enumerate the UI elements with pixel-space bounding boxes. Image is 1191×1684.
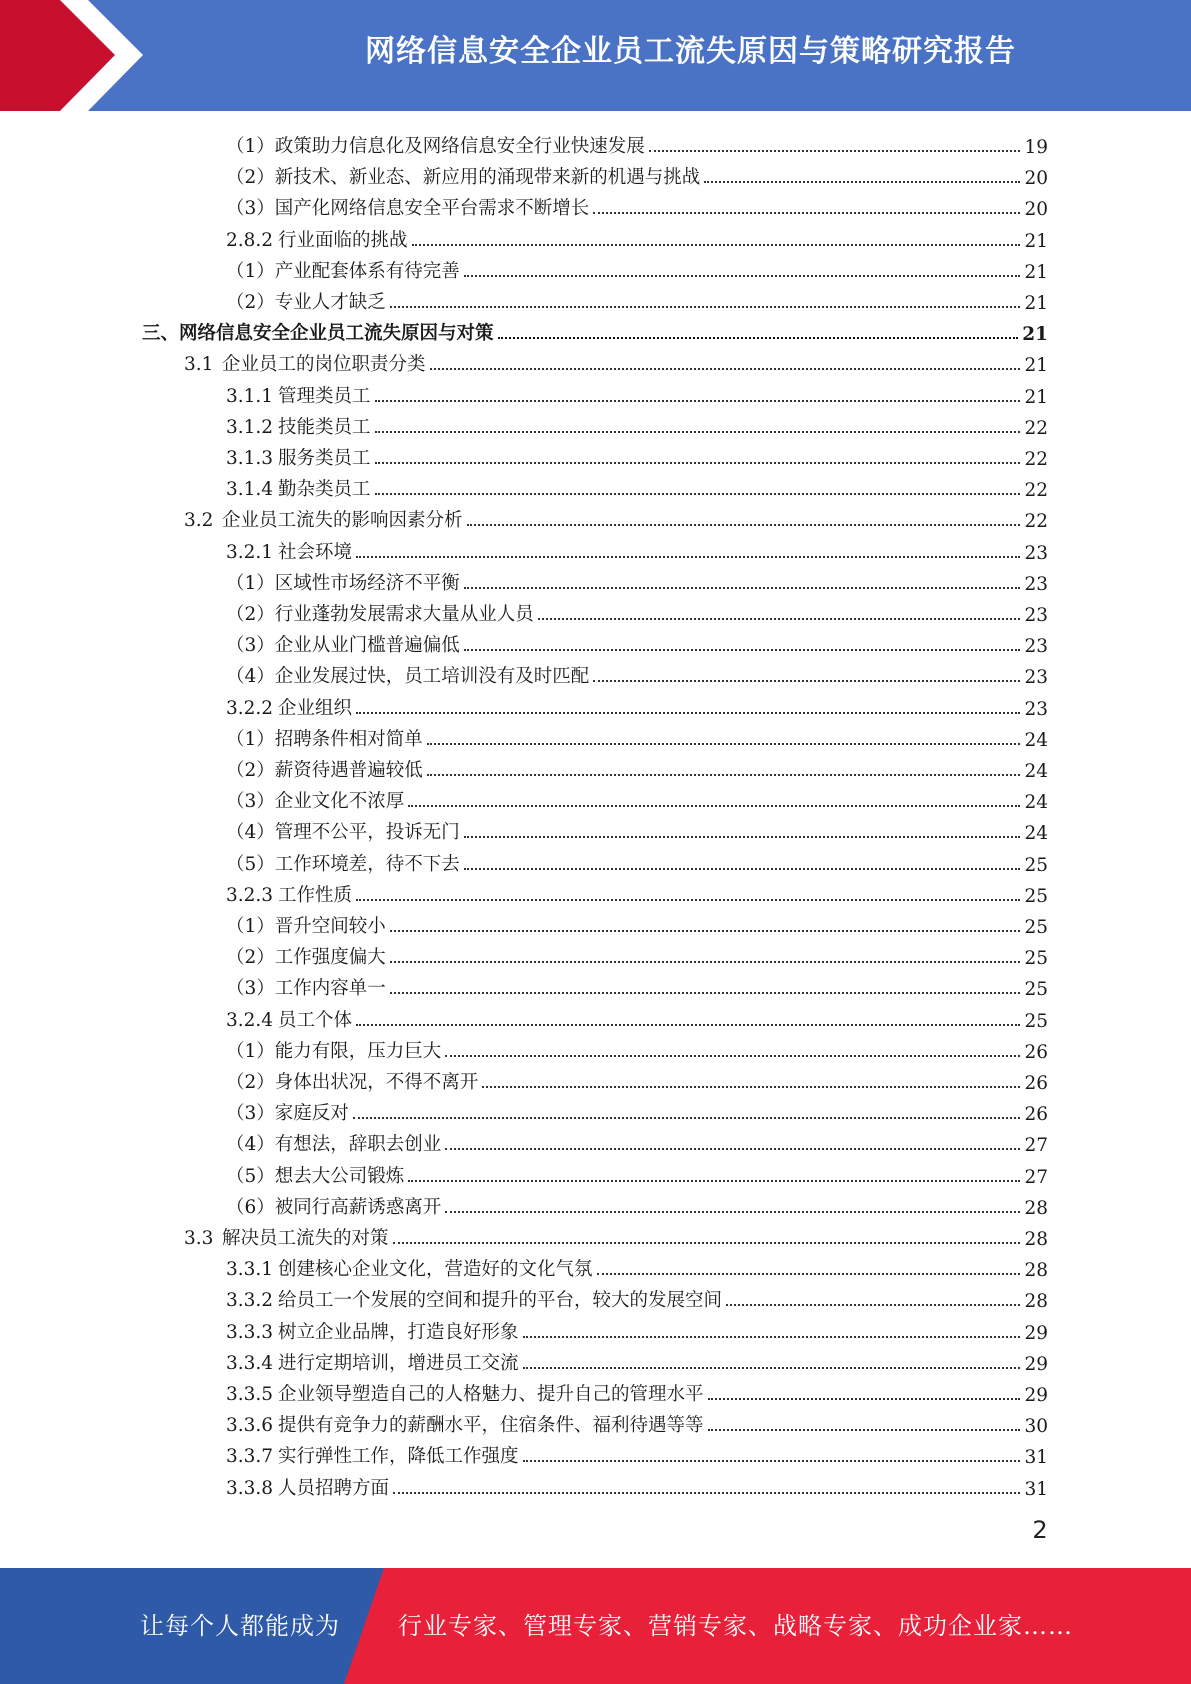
toc-entry-text: 行业面临的挑战 [278, 229, 408, 251]
toc-entry-page: 29 [1024, 1353, 1048, 1375]
toc-entry-page: 21 [1024, 386, 1048, 408]
toc-leader-dots [708, 1397, 1021, 1400]
toc-entry-label [226, 974, 388, 1000]
toc-entry-text: 解决员工流失的对策 [222, 1228, 389, 1249]
toc-entry-text: （2）身体出状况，不得不离开 [226, 1072, 479, 1093]
toc-entry-text: （2）工作强度偏大 [226, 947, 386, 969]
toc-entry[interactable] [0, 1188, 1191, 1219]
toc-entry-page: 23 [1024, 667, 1048, 689]
toc-leader-dots [356, 555, 1020, 558]
toc-leader-dots [597, 1272, 1021, 1275]
toc-leader-dots [445, 1210, 1020, 1213]
toc-entry-label [226, 538, 354, 564]
toc-entry-label [226, 1162, 406, 1188]
toc-entry-page: 25 [1024, 917, 1048, 938]
toc-entry[interactable] [0, 1125, 1191, 1156]
toc-leader-dots [427, 742, 1021, 745]
toc-entry-label [226, 163, 702, 189]
toc-entry-text: （2）专业人才缺乏 [226, 292, 386, 313]
toc-entry-page: 21 [1024, 355, 1048, 377]
toc-entry-page: 28 [1024, 1260, 1048, 1282]
toc-entry-label [226, 631, 462, 657]
toc-entry-page: 27 [1024, 1166, 1048, 1188]
toc-entry[interactable] [0, 907, 1191, 938]
toc-entry-text: 技能类员工 [278, 416, 371, 438]
toc-entry-number: 3.1.2 [226, 416, 274, 438]
toc-entry-number: 3.2.3 [226, 884, 274, 906]
toc-entry-page: 23 [1024, 605, 1048, 626]
toc-entry-label [184, 1224, 391, 1250]
toc-entry-page: 25 [1024, 885, 1048, 907]
toc-leader-dots [430, 367, 1021, 370]
toc-entry-text: （1）区域性市场经济不平衡 [226, 572, 460, 594]
toc-entry-label [226, 132, 647, 158]
toc-entry-label [226, 1442, 521, 1468]
toc-entry-number: 3.1.1 [226, 385, 274, 407]
toc-entry-page: 29 [1024, 1385, 1048, 1406]
toc-entry-page: 23 [1024, 542, 1048, 564]
toc-entry[interactable] [0, 938, 1191, 969]
toc-entry-number: 3.3.8 [226, 1477, 274, 1499]
toc-entry-label [226, 226, 410, 252]
toc-entry-label [226, 413, 373, 439]
toc-entry[interactable] [0, 751, 1191, 782]
toc-entry-page: 19 [1024, 137, 1048, 158]
toc-entry[interactable] [0, 501, 1191, 532]
toc-entry-number: 3.2 [184, 510, 214, 532]
toc-entry-number: 3.3 [184, 1228, 214, 1249]
toc-entry[interactable] [0, 1094, 1191, 1125]
toc-leader-dots [412, 243, 1021, 246]
toc-entry[interactable] [0, 345, 1191, 376]
toc-entry-text: 实行弹性工作，降低工作强度 [278, 1446, 519, 1468]
footer-slogan-left: 让每个人都能成为 [140, 1612, 340, 1640]
toc-entry-number: 3.1.3 [226, 448, 274, 469]
toc-entry-text: （6）被同行高薪诱惑离开 [226, 1196, 442, 1218]
toc-entry[interactable] [0, 533, 1191, 564]
toc-entry[interactable] [0, 252, 1191, 283]
toc-entry-page: 22 [1024, 417, 1048, 439]
toc-leader-dots [375, 430, 1021, 433]
toc-leader-dots [464, 835, 1021, 838]
toc-entry-label [226, 818, 462, 844]
toc-entry[interactable] [0, 408, 1191, 439]
toc-leader-dots [538, 617, 1021, 620]
page-header [0, 0, 1191, 111]
toc-entry-number: 3.3.4 [226, 1352, 274, 1374]
toc-entry-number: 3.3.5 [226, 1384, 274, 1405]
toc-entry-label [226, 1411, 706, 1437]
toc-entry-text: （2）新技术、新业态、新应用的涌现带来新的机遇与挑战 [226, 167, 701, 189]
toc-entry-label [226, 600, 536, 626]
toc-entry-text: （2）行业蓬勃发展需求大量从业人员 [226, 604, 534, 625]
toc-entry-page: 28 [1024, 1229, 1048, 1250]
toc-leader-dots [464, 648, 1021, 651]
page-footer [0, 1568, 1191, 1684]
toc-entry-label [226, 475, 373, 501]
toc-entry-text: 企业员工的岗位职责分类 [222, 354, 426, 376]
toc-entry-page: 26 [1024, 1073, 1048, 1094]
toc-entry[interactable] [0, 876, 1191, 907]
toc-entry-label [226, 912, 388, 938]
toc-entry-number: 3.3.2 [226, 1290, 274, 1312]
toc-entry-label [226, 662, 591, 688]
toc-entry-number: 3.3.7 [226, 1446, 274, 1468]
toc-leader-dots [390, 929, 1021, 932]
toc-entry-number: 3.3.3 [226, 1321, 274, 1343]
toc-leader-dots [704, 180, 1020, 183]
toc-entry[interactable] [0, 1032, 1191, 1063]
toc-entry-label [226, 787, 406, 813]
toc-entry[interactable] [0, 595, 1191, 626]
toc-entry-label [226, 569, 462, 595]
toc-leader-dots [375, 492, 1021, 495]
toc-entry-label [226, 1037, 443, 1063]
toc-entry-text: 勤杂类员工 [278, 479, 371, 501]
toc-entry-label [226, 288, 388, 314]
toc-entry-number: 2.8.2 [226, 229, 274, 251]
toc-entry-text: 服务类员工 [278, 448, 371, 469]
toc-entry[interactable] [0, 845, 1191, 876]
toc-entry[interactable] [0, 1437, 1191, 1468]
toc-entry-text: 工作性质 [278, 884, 353, 906]
toc-leader-dots [523, 1335, 1021, 1338]
toc-entry[interactable] [0, 127, 1191, 158]
toc-entry-label [226, 881, 354, 907]
toc-entry[interactable] [0, 439, 1191, 470]
toc-entry-label [226, 1318, 521, 1344]
toc-leader-dots [375, 461, 1021, 464]
toc-entry[interactable] [0, 158, 1191, 189]
toc-leader-dots [523, 1366, 1021, 1369]
document-title: 网络信息安全企业员工流失原因与策略研究报告 [365, 34, 1016, 69]
toc-leader-dots [593, 211, 1020, 214]
toc-leader-dots [467, 523, 1021, 526]
toc-entry-text: 进行定期培训，增进员工交流 [278, 1352, 519, 1374]
toc-entry[interactable] [0, 720, 1191, 751]
toc-entry-page: 20 [1024, 168, 1048, 190]
toc-entry-label [226, 1380, 706, 1406]
toc-entry-label [226, 725, 425, 751]
toc-entry-label [226, 1099, 351, 1125]
toc-entry-page: 21 [1024, 261, 1048, 283]
toc-leader-dots [393, 1491, 1020, 1494]
toc-entry-label [226, 694, 354, 720]
toc-entry[interactable] [0, 969, 1191, 1000]
toc-entry[interactable] [0, 782, 1191, 813]
toc-leader-dots [523, 1459, 1021, 1462]
toc-entry-text: （2）薪资待遇普遍较低 [226, 760, 423, 781]
toc-entry[interactable] [0, 689, 1191, 720]
toc-entry-page: 23 [1024, 573, 1048, 595]
toc-entry-page: 31 [1024, 1478, 1048, 1500]
toc-entry-page: 24 [1024, 792, 1048, 814]
toc-leader-dots [464, 274, 1021, 277]
toc-entry-text: 员工个体 [278, 1009, 353, 1031]
toc-entry-text: （3）企业文化不浓厚 [226, 791, 405, 813]
toc-entry[interactable] [0, 1313, 1191, 1344]
toc-leader-dots [353, 1116, 1021, 1119]
toc-entry-page: 23 [1024, 698, 1048, 720]
toc-entry-text: 提供有竞争力的薪酬水平，住宿条件、福利待遇等等 [278, 1415, 704, 1437]
toc-entry-page: 28 [1024, 1197, 1048, 1219]
toc-entry-text: （3）国产化网络信息安全平台需求不断增长 [226, 198, 590, 220]
toc-entry-text: （4）管理不公平，投诉无门 [226, 822, 460, 844]
toc-entry-number: 3.1 [184, 354, 214, 376]
toc-entry[interactable] [0, 377, 1191, 408]
toc-entry-page: 29 [1024, 1322, 1048, 1344]
toc-entry-page: 24 [1024, 823, 1048, 845]
toc-entry-label [226, 1349, 521, 1375]
toc-entry-label [226, 1286, 724, 1312]
toc-entry[interactable] [0, 1375, 1191, 1406]
toc-entry-page: 31 [1024, 1447, 1048, 1469]
toc-entry-label [184, 350, 428, 376]
toc-leader-dots [390, 305, 1021, 308]
toc-leader-dots [390, 991, 1021, 994]
toc-entry-label [226, 1130, 443, 1156]
toc-entry-page: 22 [1024, 449, 1048, 470]
toc-entry-label [226, 850, 462, 876]
toc-entry-page: 27 [1024, 1135, 1048, 1157]
toc-entry-label [226, 1193, 443, 1219]
toc-entry-page: 23 [1024, 636, 1048, 658]
toc-entry-text: 企业组织 [278, 697, 353, 719]
toc-entry-text: 给员工一个发展的空间和提升的平台，较大的发展空间 [278, 1290, 723, 1312]
toc-entry-text: 企业员工流失的影响因素分析 [222, 510, 463, 532]
toc-entry-label [226, 1068, 480, 1094]
toc-entry[interactable] [0, 813, 1191, 844]
toc-entry[interactable] [0, 189, 1191, 220]
toc-entry[interactable] [0, 1063, 1191, 1094]
toc-entry-page: 30 [1024, 1416, 1048, 1438]
toc-leader-dots [445, 1147, 1020, 1150]
toc-leader-dots [726, 1303, 1020, 1306]
toc-entry-page: 22 [1024, 511, 1048, 533]
toc-leader-dots [445, 1054, 1020, 1057]
toc-entry-text: （1）产业配套体系有待完善 [226, 260, 460, 282]
toc-leader-dots [408, 804, 1020, 807]
toc-entry[interactable] [0, 657, 1191, 688]
toc-entry-text: 创建核心企业文化，营造好的文化气氛 [278, 1259, 593, 1281]
toc-leader-dots [408, 1179, 1020, 1182]
toc-entry[interactable] [0, 1250, 1191, 1281]
toc-entry-number: 3.3.6 [226, 1415, 274, 1437]
toc-entry-label [226, 943, 388, 969]
toc-entry-text: （1）能力有限，压力巨大 [226, 1040, 442, 1062]
toc-entry-text: （1）政策助力信息化及网络信息安全行业快速发展 [226, 136, 645, 157]
page-number: 2 [1032, 1516, 1048, 1544]
toc-entry-label [226, 1006, 354, 1032]
toc-entry[interactable] [0, 283, 1191, 314]
toc-entry-page: 21 [1022, 324, 1048, 346]
toc-entry-text: （3）工作内容单一 [226, 978, 386, 1000]
toc-entry-text: （5）工作环境差，待不下去 [226, 853, 460, 875]
toc-leader-dots [649, 149, 1021, 152]
toc-entry-page: 20 [1024, 199, 1048, 221]
toc-entry-page: 21 [1024, 293, 1048, 314]
toc-entry-number: 3.2.1 [226, 541, 274, 563]
toc-entry[interactable] [0, 1219, 1191, 1250]
footer-slogan-right: 行业专家、管理专家、营销专家、战略专家、成功企业家…… [398, 1612, 1073, 1640]
toc-entry-number: 3.3.1 [226, 1259, 274, 1281]
toc-entry[interactable] [0, 314, 1191, 345]
toc-entry[interactable] [0, 1469, 1191, 1500]
toc-leader-dots [482, 1085, 1020, 1088]
toc-entry-label [142, 319, 496, 345]
toc-entry-page: 24 [1024, 761, 1048, 782]
toc-leader-dots [390, 960, 1021, 963]
toc-entry-page: 25 [1024, 1010, 1048, 1032]
toc-entry-text: （1）招聘条件相对简单 [226, 728, 423, 750]
toc-leader-dots [393, 1241, 1021, 1244]
toc-leader-dots [593, 679, 1020, 682]
toc-entry-number: 3.1.4 [226, 479, 274, 501]
toc-entry[interactable] [0, 470, 1191, 501]
toc-entry-page: 25 [1024, 948, 1048, 970]
toc-entry-page: 28 [1024, 1291, 1048, 1313]
toc-entry-label [184, 506, 465, 532]
toc-leader-dots [356, 711, 1020, 714]
toc-entry-page: 25 [1024, 854, 1048, 876]
toc-leader-dots [427, 773, 1021, 776]
toc-entry-text: （4）企业发展过快，员工培训没有及时匹配 [226, 666, 590, 688]
toc-entry-label [226, 194, 591, 220]
toc-entry-number: 3.2.4 [226, 1009, 274, 1031]
toc-leader-dots [464, 586, 1021, 589]
toc-entry-label [226, 1255, 595, 1281]
toc-entry-text: 三、网络信息安全企业员工流失原因与对策 [142, 323, 494, 345]
toc-entry-page: 26 [1024, 1104, 1048, 1126]
toc-entry[interactable] [0, 564, 1191, 595]
toc-entry-text: （5）想去大公司锻炼 [226, 1165, 405, 1187]
toc-entry[interactable] [0, 1406, 1191, 1437]
toc-entry[interactable] [0, 1281, 1191, 1312]
toc-entry-label [226, 257, 462, 283]
toc-entry-page: 26 [1024, 1041, 1048, 1063]
toc-entry-text: 企业领导塑造自己的人格魅力、提升自己的管理水平 [278, 1384, 704, 1405]
toc-entry[interactable] [0, 1344, 1191, 1375]
toc-entry-text: 管理类员工 [278, 385, 371, 407]
toc-leader-dots [356, 1023, 1020, 1026]
toc-entry-page: 25 [1024, 979, 1048, 1001]
toc-leader-dots [356, 898, 1020, 901]
toc-leader-dots [464, 867, 1021, 870]
toc-entry-text: 社会环境 [278, 541, 353, 563]
toc-entry-text: 树立企业品牌，打造良好形象 [278, 1321, 519, 1343]
toc-leader-dots [375, 399, 1021, 402]
toc-entry[interactable] [0, 626, 1191, 657]
toc-entry-text: 人员招聘方面 [278, 1477, 390, 1499]
toc-entry-page: 22 [1024, 480, 1048, 502]
toc-entry-text: （1）晋升空间较小 [226, 916, 386, 937]
toc-entry[interactable] [0, 221, 1191, 252]
toc-entry-text: （3）家庭反对 [226, 1103, 349, 1125]
toc-entry-label [226, 382, 373, 408]
toc-entry-number: 3.2.2 [226, 697, 274, 719]
toc-entry-page: 24 [1024, 729, 1048, 751]
toc-entry-label [226, 444, 373, 470]
toc-entry-text: （3）企业从业门槛普遍偏低 [226, 635, 460, 657]
toc-entry-text: （4）有想法，辞职去创业 [226, 1134, 442, 1156]
toc-leader-dots [498, 336, 1019, 339]
toc-entry-page: 21 [1024, 230, 1048, 252]
toc-entry-label [226, 756, 425, 782]
toc-entry[interactable] [0, 1157, 1191, 1188]
toc-entry[interactable] [0, 1001, 1191, 1032]
toc-leader-dots [708, 1428, 1021, 1431]
toc-entry-label [226, 1474, 391, 1500]
